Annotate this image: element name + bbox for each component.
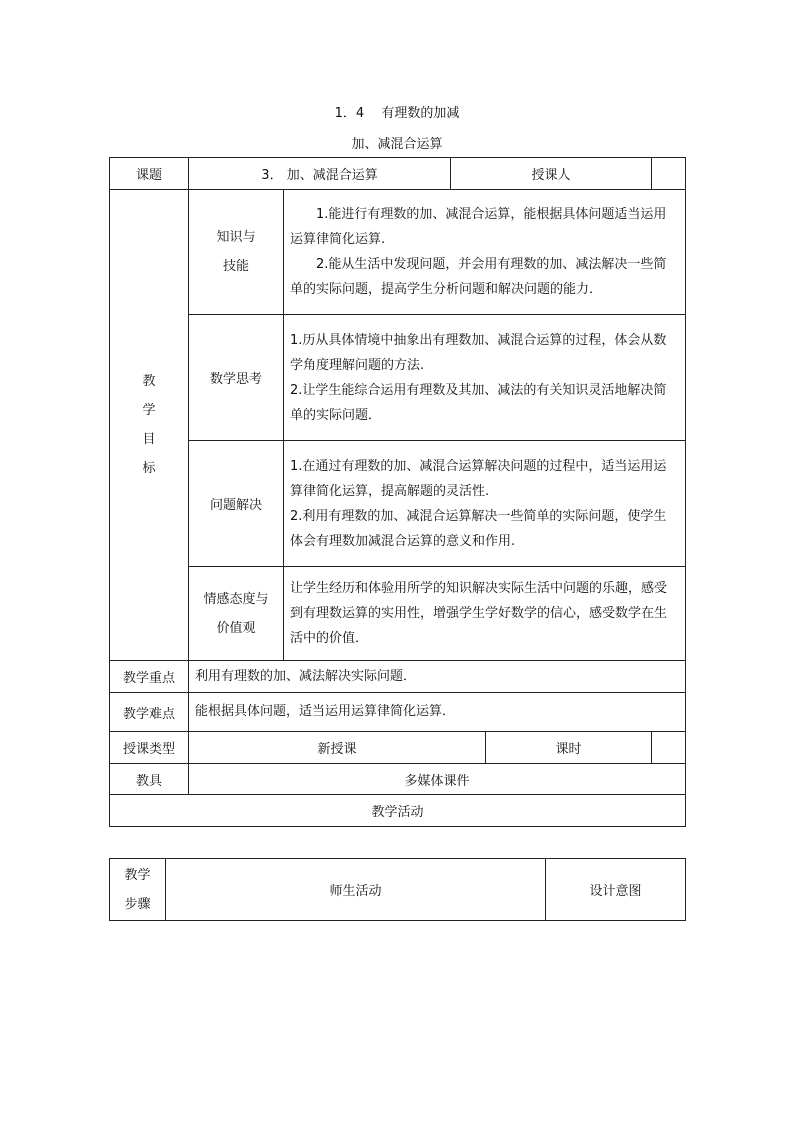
key-point-row <box>110 661 686 693</box>
teaching-steps-table <box>109 858 686 921</box>
objective-row-knowledge <box>110 190 686 315</box>
teacher-value <box>652 158 686 190</box>
lesson-type-label: 授课类型 <box>110 732 189 764</box>
periods-label: 课时 <box>486 732 652 764</box>
objectives-label-char: 目 <box>142 432 156 447</box>
objective-label-line: 技能 <box>222 259 249 274</box>
objective-label-attitude <box>189 567 284 661</box>
objective-label-line: 情感态度与 <box>203 591 269 607</box>
step-label-line: 教学 <box>124 867 151 883</box>
activities-row <box>110 795 686 827</box>
objective-item: 1.在通过有理数的加、减混合运算解决问题的过程中，适当运用运算律简化运算，提高解题的灵活性. <box>290 458 667 499</box>
objective-item: 1.历从具体情境中抽象出有理数加、减混合运算的过程，体会从数学角度理解问题的方法. <box>290 332 667 373</box>
activity-label: 师生活动 <box>166 859 546 921</box>
steps-header-row <box>110 859 686 921</box>
difficulty-value: 能根据具体问题，适当运用运算律简化运算． <box>189 693 686 732</box>
subtitle: 加、减混合运算 <box>351 137 443 152</box>
teacher-label: 授课人 <box>451 158 652 190</box>
difficulty-row <box>110 693 686 732</box>
topic-row <box>110 158 686 190</box>
topic-value: 3． 加、减混合运算 <box>189 158 451 190</box>
objectives-label <box>110 190 189 661</box>
objective-label-knowledge <box>189 190 284 315</box>
section-title: 1．4 有理数的加减 <box>334 106 460 121</box>
objective-item: 1.能进行有理数的加、减混合运算，能根据具体问题适当运用运算律简化运算. <box>290 207 667 247</box>
objectives-label-char: 学 <box>142 403 156 418</box>
tools-value: 多媒体课件 <box>189 764 686 795</box>
objective-content-knowledge <box>284 190 686 315</box>
key-point-label: 教学重点 <box>110 661 189 693</box>
design-label: 设计意图 <box>546 859 686 921</box>
objective-content-attitude <box>284 567 686 661</box>
step-label-line: 步骤 <box>124 896 151 912</box>
objective-label-line: 价值观 <box>216 620 256 636</box>
periods-value <box>652 732 686 764</box>
topic-label: 课题 <box>110 158 189 190</box>
objective-row-thinking <box>110 315 686 441</box>
tools-label: 教具 <box>110 764 189 795</box>
objective-content-thinking <box>284 315 686 441</box>
objectives-label-char: 教 <box>142 374 156 389</box>
tools-row <box>110 764 686 795</box>
objective-item: 2.让学生能综合运用有理数及其加、减法的有关知识灵活地解决简单的实际问题． <box>290 382 667 423</box>
lesson-type-value: 新授课 <box>189 732 486 764</box>
objective-label-thinking: 数学思考 <box>189 315 284 441</box>
objective-content-problem <box>284 441 686 567</box>
key-point-value: 利用有理数的加、减法解决实际问题． <box>189 661 686 693</box>
objective-item: 2.能从生活中发现问题，并会用有理数的加、减法解决一些简单的实际问题，提高学生分析问题和解决问题的能力． <box>290 257 667 297</box>
objective-item: 让学生经历和体验用所学的知识解决实际生活中问题的乐趣，感受到有理数运算的实用性，增强学生学好数学的信心，感受数学在生活中的价值． <box>290 581 668 646</box>
lesson-type-row <box>110 732 686 764</box>
step-label <box>110 859 166 921</box>
objective-label-problem: 问题解决 <box>189 441 284 567</box>
objective-row-attitude <box>110 567 686 661</box>
lesson-plan-table <box>109 157 686 827</box>
objective-label-line: 知识与 <box>216 230 256 245</box>
activities-label: 教学活动 <box>110 795 686 827</box>
difficulty-label: 教学难点 <box>110 693 189 732</box>
objective-item: 2.利用有理数的加、减混合运算解决一些简单的实际问题，使学生体会有理数加减混合运算的意义和作用. <box>290 508 667 549</box>
objectives-label-char: 标 <box>142 461 156 476</box>
objective-row-problem <box>110 441 686 567</box>
